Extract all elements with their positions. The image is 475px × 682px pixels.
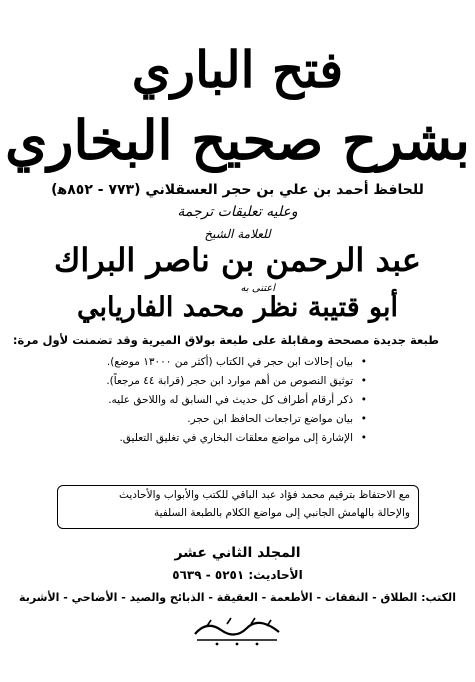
editor-name: أبو قتيبة نظر محمد الفاريابي [76, 292, 399, 323]
box-line-2: والإحالة بالهامش الجانبي إلى مواضع الكلام بالطبعة السلفية [153, 507, 410, 519]
title-line-2: بشرح صحيح البخاري [5, 108, 470, 172]
feature-item: • الإشارة إلى مواضع معلقات البخاري في تغليق التعليق. [106, 429, 367, 448]
feature-item: • بيان إحالات ابن حجر في الكتاب (أكثر من ١٣٠٠٠ موضع). [106, 353, 367, 372]
author-line: للحافظ أحمد بن علي بن حجر العسقلاني (٧٧٣ - ٨٥٢ﻫ) [51, 182, 424, 198]
feature-item: • توثيق النصوص من أهم موارد ابن حجر (قرابة ٤٤ مرجعاً). [106, 372, 367, 391]
feature-item: • بيان مواضع تراجعات الحافظ ابن حجر. [106, 410, 367, 429]
books-list: الكتب: الطلاق - النفقات - الأطعمة - العقيقة - الذبائح والصيد - الأضاحي - الأشربة [19, 591, 456, 604]
scholar-name: عبد الرحمن بن ناصر البراك [53, 241, 421, 279]
volume-label: المجلد الثاني عشر [174, 545, 301, 561]
notes-line: وعليه تعليقات ترجمة [177, 204, 298, 220]
hadith-range: الأحاديث: ٥٢٥١ - ٥٦٣٩ [172, 568, 303, 582]
title-line-1: فتح الباري [131, 40, 344, 99]
numbering-note-box [57, 485, 419, 529]
editor-by-line: اعتنى به [240, 283, 275, 294]
box-line-1: مع الاحتفاظ بترقيم محمد فؤاد عبد الباقي للكتب والأبواب والأحاديث [119, 489, 410, 501]
feature-item: • ذكر أرقام أطراف كل حديث في السابق له واللاحق عليه. [106, 391, 367, 410]
features-list [106, 353, 367, 448]
publisher-logo [187, 614, 287, 648]
intro-by-line: للعلامة الشيخ [204, 227, 271, 241]
edition-description: طبعة جديدة مصححة ومقابلة على طبعة بولاق الميرية وقد تضمنت لأول مرة: [12, 333, 439, 347]
